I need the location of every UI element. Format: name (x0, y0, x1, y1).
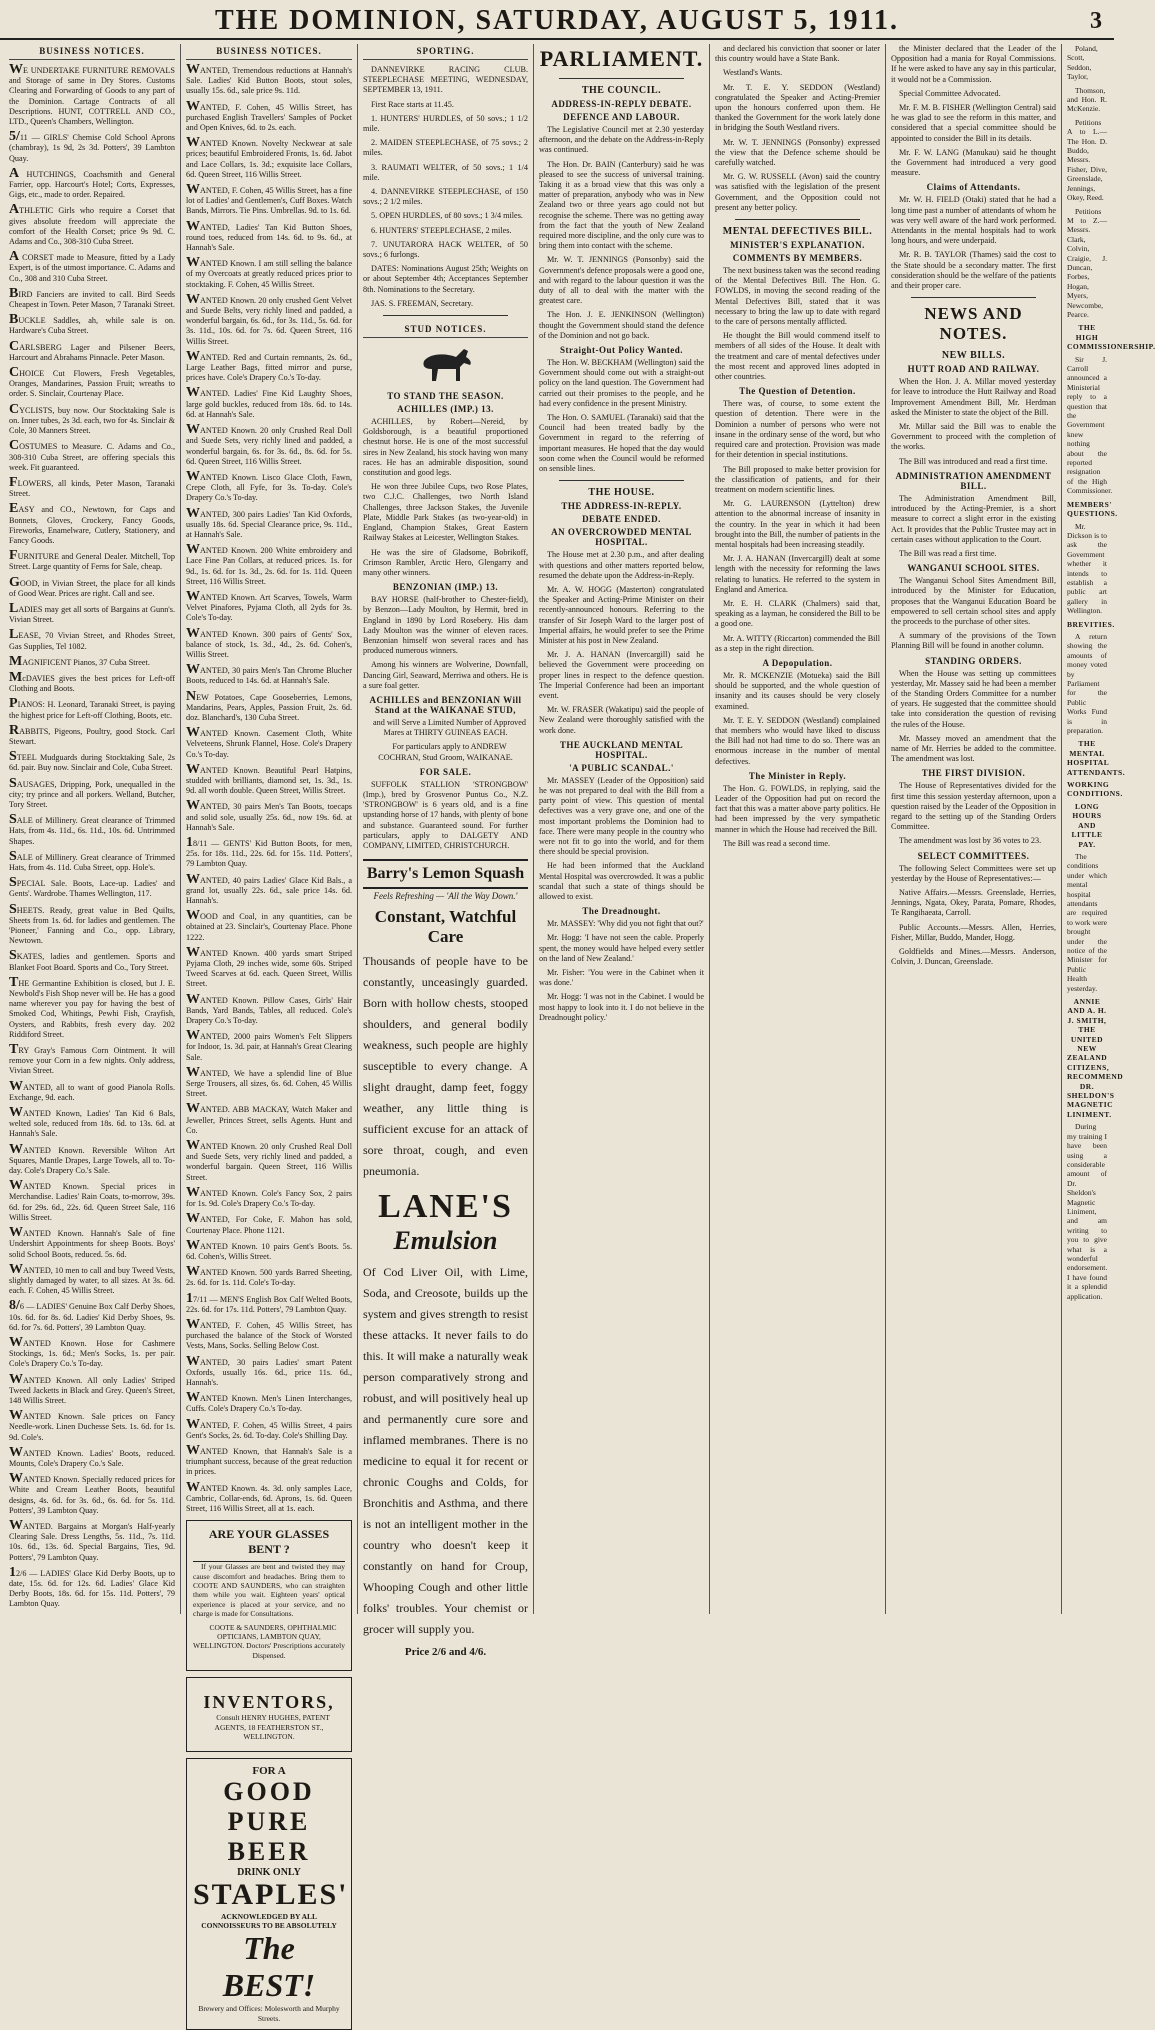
minister-reply-heading: The Minister in Reply. (748, 770, 847, 781)
attendants-heading: THE MENTAL HOSPITAL ATTENDANTS. (1067, 739, 1126, 777)
classified-ad: SPECIAL Sale. Boots, Lace-up. Ladies' and Gents'. Wardrobe. Thames Wellington, 117. (9, 875, 175, 899)
inventors-body: Consult HENRY HUGHES, PATENT AGENTS, 18 FEATHERSTON ST., WELLINGTON. (214, 1713, 330, 1742)
classified-ad: 12/6 — LADIES' Glace Kid Derby Boots, up to date, 15s. 6d. for 12s. 6d. Ladies' Glace Kid Derby Boots, 18s. 6d. for 15s. 11d. Potters', 79 Lambton Quay. (9, 1564, 175, 1609)
working-conditions-heading: WORKING CONDITIONS. (1067, 780, 1123, 799)
debate-ended-heading: DEBATE ENDED. (582, 514, 661, 525)
paragraph: The Hon. W. BECKHAM (Wellington) said the Government should come out with a straight-out policy on the land question. The Government had carried out their promises to the people, and he had every confidence in the present Ministry. (539, 358, 704, 408)
wanganui-body (891, 576, 1056, 651)
stud-horse-name: ACHILLES (IMP.) 13. (397, 404, 494, 415)
news-notes-headline: NEWS AND NOTES. (924, 304, 1023, 344)
classified-ad: WANTED. Ladies' Fine Kid Laughty Shoes, large gold buckles, reduced from 18s. 6d. to 14s. 6d. at Hannah's Sale. (186, 385, 352, 419)
depopulation-heading: A Depopulation. (762, 657, 833, 668)
select-committees-heading: SELECT COMMITTEES. (917, 850, 1030, 861)
classified-ad: WANTED, 30 pairs Men's Tan Boots, toecaps and solid sole, usually 25s. 6d., now 19s. 6d. at Hannah's Sale. (186, 798, 352, 832)
classified-ad: WANTED Known. Reversible Wilton Art Squares, Mantle Drapes, Large Towels, all to. To-day. Cole's Drapery Co.'s Sale. (9, 1141, 175, 1176)
stud-paragraph: He was the sire of Gladsome, Bobrikoff, Crimson Rambler, Arctic Hero, Glengarry and many other winners. (363, 547, 528, 577)
classified-ad: WE UNDERTAKE FURNITURE REMOVALS and Storage of same in Dry Stores. Customs Clearing and Forwarding of Goods to any part of the Dominion. Cartage Contracts of all Descriptions. HUNT, COTTRELL AND CO., LTD., Queen's Chambers, Wellington. (9, 62, 175, 127)
paragraph: Thomson, and Hon. R. McKenzie. (1067, 85, 1107, 114)
paragraph: Mr. MASSEY: 'Why did you not fight that out?' (547, 919, 704, 929)
dreadnought-heading: The Dreadnought. (582, 906, 661, 917)
benzonian-paragraph: BAY HORSE (half-brother to Chester-field), by Benzon—Lady Moulton, by Hermit, bred in England in 1890 by Lord Rosebery. His dam Lady Moulton was the winner of eleven races. Benzonian himself won several races and has produced numerous winners. (363, 595, 528, 656)
paragraph: The next business taken was the second reading of the Mental Defectives Bill. The Hon. G. FOWLDS, in moving the second reading of the Mental Defectives Bill, stated that it was necessary to bring the law up to date with regard to the care of persons mentally afflicted. (715, 266, 880, 327)
stud-terms: and will Serve a Limited Number of Approved Mares at THIRTY GUINEAS EACH. (372, 717, 527, 738)
stud-particulars: For particulars apply to ANDREW COCHRAN, Stud Groom, WAIKANAE. (378, 742, 513, 762)
depopulation-body (715, 671, 880, 767)
parliament-headline: PARLIAMENT. (539, 46, 704, 71)
paragraph: The Bill was introduced and read a first time. (899, 456, 1048, 466)
page-number: 3 (1090, 8, 1102, 34)
paragraph: Mr. E. H. CLARK (Chalmers) said that, speaking as a layman, he considered the Bill to be a good one. (715, 598, 880, 629)
mental-body (715, 266, 880, 382)
column-business-notices-1 (4, 44, 181, 1614)
first-division-heading: THE FIRST DIVISION. (921, 768, 1026, 779)
lemon-squash-ad: Barry's Lemon Squash (363, 859, 528, 889)
classified-ad: WANTED Known. Sale prices on Fancy Needle-work. Linen Duchesse Sets. 1s. 6d. for 1s. 9d. Cole's. (9, 1408, 175, 1442)
paragraph: Mr. A. WITTY (Riccarton) commended the Bill as a step in the right direction. (715, 633, 880, 653)
classified-ad: WANTED Known. I am still selling the balance of my Overcoats at greatly reduced prices prior to stocktaking. F. Cohen, 45 Willis Street. (186, 255, 352, 289)
classified-ad: BIRD Fanciers are invited to call. Bird Seeds Cheapest in Town. Peter Mason, 7 Taranaki Street. (9, 285, 175, 310)
classified-ad: WANTED, 30 pairs Ladies' smart Patent Oxfords, usually 16s. 6d., price 11s. 6d., Hannah's. (186, 1353, 352, 1387)
classified-ad: SALE of Millinery. Great clearance of Trimmed Hats, from 4s. 11d. Cuba Street, opp. Hole's. (9, 848, 175, 872)
staples-beer-ad (186, 1758, 352, 2030)
race-line: DATES: Nominations August 25th; Weights on or about September 4th; Acceptances September 8th. Nominations to the Secretary. (363, 264, 528, 294)
classified-ad: FLOWERS, all kinds, Peter Mason, Taranaki Street. (9, 474, 175, 499)
classified-ad: WANTED, We have a splendid line of Blue Serge Trousers, all sizes, 6s. 6d. Cohen, 45 Willis Street. (186, 1064, 352, 1099)
detention-body (715, 399, 880, 495)
paragraph: Mr. Hogg: 'I have not seen the cable. Properly spent, the money would have helped every settler on the land of New Zealand.' (539, 933, 704, 963)
defence-heading: DEFENCE AND LABOUR. (563, 112, 680, 122)
paragraph: The Bill was read a first time. (899, 548, 997, 558)
classified-ad: WANTED, 2000 pairs Women's Felt Slippers for Indoor, 1s. 3d. pair, at Hannah's Great Clearing Sale. (186, 1028, 352, 1062)
long-hours-heading: LONG HOURS AND LITTLE PAY. (1071, 801, 1103, 849)
classified-ad: PIANOS: H. Leonard, Taranaki Street, is paying the highest price for Left-off Clothing, Boots, etc. (9, 696, 175, 720)
staples-brand: STAPLES' (193, 1878, 349, 1912)
classified-ad: WANTED, For Coke, F. Mahon has sold, Courtenay Place. Phone 1121. (186, 1211, 352, 1235)
constant-care-headline: Constant, Watchful Care (374, 907, 517, 947)
paragraph: Mr. Hogg: 'I was not in the Cabinet. I would be most happy to look into it. I do not believe in the Dreadnought policy.' (539, 992, 704, 1022)
house-body (539, 550, 704, 735)
address-heading: ADDRESS-IN-REPLY DEBATE. (551, 99, 692, 109)
mental-defectives-heading: MENTAL DEFECTIVES BILL. (722, 226, 873, 238)
classified-ads (186, 62, 352, 1514)
column-sporting (358, 44, 534, 1659)
emulsion-brand: Emulsion (393, 1226, 498, 1256)
classified-ad: WANTED Known. 20 only Crushed Real Doll and Suede Sets, very richly lined and padded, a wonderful bargain, 6s. for 3s. 6d., 8s. 6d. for 5s. 6d. Queen Street, 116 Willis Street. (186, 422, 352, 466)
stud-body (363, 417, 528, 578)
paragraph: Mr. W. T. JENNINGS (Ponsonby) expressed the view that the Defence scheme should be carefully watched. (715, 137, 880, 168)
stand-at: ACHILLES and BENZONIAN Will Stand at the WAIKANAE STUD, (369, 694, 522, 715)
column-news-and-notes (886, 44, 1062, 1614)
paragraph: Mr. T. E. Y. SEDDON (Westland) congratulated the Speaker and Acting-Premier upon the honours conferred upon them. He thanked the Government for the work lately done in bridging the South Westland rivers. (715, 82, 880, 133)
lanes-brand: LANE'S (378, 1188, 513, 1226)
classified-ad: WANTED, F. Cohen, 45 Willis Street, has a fine lot of Ladies' and Gentlemen's, Cuff Boxes. Watch Bands, Mirrors. Tie Pins. Umbrellas. 9d. to 1s. 6d. (186, 182, 352, 216)
classified-ad: WANTED. Bargains at Morgan's Half-yearly Clearing Sale. Dress Lengths, 5s. 11d., 7s. 11d. 10s. 6d., 13s. 6d. Special Bargains, Ties, 9d. Potters', 79 Lambton Quay. (9, 1517, 175, 1562)
lanes-copy: Thousands of people have to be constantly, unceasingly guarded. Born with hollow chests, stooped shoulders, and general bodily weakness, such people are highly susceptible to every change. A slight draught, damp feet, foggy weather, any little thing is sufficient excuse for an attack of sore throat, cough, and even pneumonia. (363, 954, 528, 1179)
paragraph: A summary of the provisions of the Town Planning Bill will be found in another column. (891, 631, 1056, 651)
paragraph: Public Accounts.—Messrs. Allen, Herries, Fisher, Millar, Buddo, Mander, Hogg. (891, 922, 1056, 942)
column-partial (1062, 44, 1155, 1614)
paragraph: Native Affairs.—Messrs. Greenslade, Herries, Jennings, Ngata, Okey, Parata, Pomare, Rhodes, Te Rangihaeata, Carroll. (891, 887, 1056, 918)
classified-ad: WANTED Known. Hose for Cashmere Stockings, 1s. 6d.; Men's Socks, 1s. per pair. Cole's Drapery Co.'s To-day. (9, 1334, 175, 1369)
wanganui-heading: WANGANUI SCHOOL SITES. (907, 563, 1040, 574)
council-heading: THE COUNCIL. (581, 85, 662, 96)
classified-ad: RABBITS, Pigeons, Poultry, good Stock. Carl Stewart. (9, 722, 175, 746)
paragraph: The House met at 2.30 p.m., and after dealing with questions and other matters reported below, resumed the debate upon the Address-in-Reply. (539, 550, 704, 580)
members-questions-heading: MEMBERS' QUESTIONS. (1067, 499, 1118, 519)
members-questions-body: Mr. Dickson is to ask the Government whether it intends to establish a public art gallery in Wellington. (1067, 521, 1107, 616)
paragraph: Petitions A to L.—The Hon. D. Buddo, Messrs. Fisher, Dive, Greenslade, Jennings, Okey, Reed. (1067, 117, 1107, 203)
classified-ad: WANTED. ABB MACKAY, Watch Maker and Jeweller, Princes Street, sells Agents. Hunt and Co. (186, 1101, 352, 1135)
admin-body (891, 494, 1056, 559)
paragraph: Mr. J. A. HANAN (Invercargill) dealt at some length with the necessity for reforming the laws relating to lunatics. He referred to the system in England and America. (715, 554, 880, 594)
race-line: First Race starts at 11.45. (371, 99, 454, 109)
glasses-ad (186, 1520, 352, 1671)
paragraph: The Legislative Council met at 2.30 yesterday afternoon, and the debate on the Address-in-Reply was continued. (539, 125, 704, 155)
race-line: JAS. S. FREEMAN, Secretary. (371, 298, 474, 308)
classified-ad: WANTED Known. Novelty Neckwear at sale prices; beautiful Embroidered Fronts, 1s. 6d. Jabot and Lace Collars, 1s. 3d.; exquisite lace Collars, 6d. Queen Street, 116 Willis Street. (186, 135, 352, 179)
paragraph: Mr. W. H. FIELD (Otaki) stated that he had a long time past a number of attendants of whom he was very well aware of the hard work performed. Attendants in the mental hospitals had to work long hours, and were underpaid. (891, 195, 1056, 246)
benzonian-body (363, 595, 528, 691)
classified-ad: WANTED Known. 300 pairs of Gents' Sox, balance of stock, 1s. 3d., 4d., 2s. 6d. Cohen's, Willis Street. (186, 625, 352, 659)
column-parliament (534, 44, 710, 1614)
inventors-headline: INVENTORS, (203, 1692, 335, 1713)
column-parliament-continued (710, 44, 886, 1614)
paragraph: Mr. W. FRASER (Wakatipu) said the people of New Zealand were thoroughly satisfied with the work done. (539, 705, 704, 735)
paragraph: The House of Representatives divided for the first time this session yesterday afternoon, upon a question raised by the Leader of the Opposition in regard to the setting up of the Standing Orders Committee. (891, 781, 1056, 832)
standing-orders-heading: STANDING ORDERS. (925, 655, 1022, 666)
high-commissionership-body: Sir J. Carroll announced a Ministerial reply to a question that the Government knew nothing about the reported resignation of the High Commissioner. (1067, 354, 1113, 496)
classified-ad: WANTED Known. Ladies' Boots, reduced. Mounts, Cole's Drapery Co.'s Sale. (9, 1444, 175, 1468)
coote-saunders: COOTE & SAUNDERS, OPHTHALMIC OPTICIANS, LAMBTON QUAY, WELLINGTON. Doctors' Prescriptions accurately Dispensed. (193, 1622, 345, 1660)
paragraph: When the Hon. J. A. Millar moved yesterday for leave to introduce the Hutt Railway and Road Improvement Amendment Bill, Mr. Herdman asked the Minister to state the object of the Bill. (891, 377, 1056, 417)
classified-ad: WANTED Known. Casement Cloth, White Velveteens, Shrunk Flannel, Hose. Cole's Drapery Co.'s To-day. (186, 725, 352, 759)
classified-ad: BUCKLE Saddles, ah, while sale is on. Hardware's Cuba Street. (9, 312, 175, 336)
paragraph: Mr. F. M. B. FISHER (Wellington Central) said he was glad to see the reform in this matter, and considered that a special committee should be appointed to consider the Bill in its details. (891, 103, 1056, 143)
paragraph: Petitions M to Z.—Messrs. Clark, Colvin, Craigie, J. Duncan, Forbes, Hogan, Myers, Newcombe, Pearce. (1067, 206, 1107, 319)
paragraph: Mr. MASSEY (Leader of the Opposition) said he was not prepared to deal with the Bill from a party point of view. This question of mental defectives was a very grave one, and one of the most important problems the Dominion had to face. There were many people in the country who were not fit to go into the world, and for them there should be special provision. (539, 775, 704, 857)
classified-ad: WANTED Known. 20 only Crushed Real Doll and Suede Sets, very richly lined and padded, a wonderful bargain. Queen Street, 116 Willis Street. (186, 1138, 352, 1182)
members-body (715, 499, 880, 654)
for-sale-body: SUFFOLK STALLION 'STRONGBOW' (Imp.), bred by Grosvenor Puntus Co., N.Z. 'STRONGBOW' is 6 years old, and is a fine upstanding horse of 17 hands, with plenty of bone and substance. Guaranteed sound. For further particulars, apply to DALGETY AND COMPANY, LIMITED, CHRISTCHURCH. (363, 779, 528, 850)
drink-only: DRINK ONLY (237, 1867, 301, 1879)
paragraph: There was, of course, to some extent the question of detention. There were in the Dominion a number of persons who were not insane in the ordinary sense of the word, but who required care and protection. Provision was made for their detention in special institutions. (715, 399, 880, 460)
horse-icon (416, 343, 476, 387)
emulsion-price: Price 2/6 and 4/6. (404, 1646, 487, 1659)
paragraph: The Hon. G. FOWLDS, in replying, said the Leader of the Opposition had put on record the fact that this was a matter above party politics. He had been impressed by the very sympathetic manner in which the House had received the Bill. (715, 783, 880, 834)
the-best: The BEST! (222, 1930, 316, 2004)
house-heading: THE HOUSE. (588, 487, 655, 499)
classified-ad: WANTED Known. Lisco Glace Cloth, Fawn, Crepe Cloth, all Fyfe, for 3s. To-day. Cole's Drapery Co.'s To-day. (186, 468, 352, 503)
paragraph: Mr. G. LAURENSON (Lyttelton) drew attention to the abnormal increase of insanity in the country. In the year in which it had been brought into the Bill, the number of patients in the mental hospitals had been increasing steadily. (715, 499, 880, 549)
auckland-heading: THE AUCKLAND MENTAL HOSPITAL. (559, 739, 684, 760)
paragraph: Mr. J. A. HANAN (Invercargill) said he believed the Government were proceeding on proper lines in respect to the defence question. The Imperial Conference had been an important event. (539, 650, 704, 700)
paragraph: The Administration Amendment Bill, introduced by the Acting-Premier, is a short measure to correct a slight error in the existing Act. It provides that the Public Trustee may act in certain cases without application to the Court. (891, 493, 1056, 544)
good-pure-beer: GOOD PURE BEER (223, 1777, 315, 1867)
paragraph: The Hon. J. E. JENKINSON (Wellington) thought the Government should stand the defence of the Dominion and not go back. (539, 310, 704, 340)
classified-ad: CHOICE Cut Flowers, Fresh Vegetables, Oranges, Mandarines, Passion Fruit; wreaths to order. S. Sinclair, Courtenay Place. (9, 365, 175, 399)
paragraph: Mr. R. MCKENZIE (Motueka) said the Bill should be supported, and the whole question of insanity and its causes should be very closely examined. (715, 670, 880, 711)
column-heading: BUSINESS NOTICES. (186, 44, 352, 60)
classified-ad: WOOD and Coal, in any quantities, can be obtained at 23. Sinclair's, Courtenay Place. Phone 1222. (186, 908, 352, 942)
classified-ad: A CORSET made to Measure, fitted by a Lady Expert, is of the utmost importance. C. Adams and Co., 308 and 310 Cuba Street. (9, 249, 175, 283)
masthead (0, 4, 1114, 40)
special-committee-body (891, 44, 1056, 178)
classified-ad: WANTED, 40 pairs Ladies' Glace Kid Bals., a grand lot, usually 22s. 6d., sale price 14s. 6d. Hannah's. (186, 871, 352, 906)
classified-ad: 17/11 — MEN'S English Box Calf Welted Boots, 22s. 6d. for 17s. 11d. Potters', 79 Lambton Quay. (186, 1290, 352, 1314)
for-a: FOR A (252, 1765, 286, 1778)
high-commissionership-heading: THE HIGH COMMISSIONERSHIP. (1067, 323, 1155, 352)
new-bills-heading: NEW BILLS. (941, 350, 1006, 362)
hutt-heading: HUTT ROAD AND RAILWAY. (907, 364, 1040, 375)
paragraph: Mr. W. T. JENNINGS (Ponsonby) said the Government's defence proposals were a good one, and with regard to the labour question it was the duty of all to deal with the matter with the greatest care. (539, 255, 704, 306)
classified-ad: McDAVIES gives the best prices for Left-off Clothing and Boots. (9, 669, 175, 694)
committees-continued (1067, 44, 1107, 319)
stud-heading: STUD NOTICES. (363, 322, 528, 338)
classified-ad: WANTED, 30 pairs Men's Tan Chrome Blucher Boots, reduced to 14s. 6d. at Hannah's Sale. (186, 662, 352, 686)
paragraph: The Wanganui School Sites Amendment Bill, introduced by the Minister for Education, proposes that the Wanganui Education Board be empowered to sell certain school sites and apply the proceeds to the purchase of other sites. (891, 576, 1056, 626)
classified-ad: NEW Potatoes, Cape Gooseberries, Lemons, Mandarins, Pears, Apples, Passion Fruit, 2s. 6d. doz. Blanchard's, 130 Cuba Street. (186, 688, 352, 722)
admin-heading: ADMINISTRATION AMENDMENT BILL. (895, 470, 1052, 491)
claims-heading: Claims of Attendants. (926, 182, 1021, 193)
for-sale-heading: FOR SALE. (419, 766, 472, 777)
first-division-body (891, 781, 1056, 846)
classified-ad: THE Germantine Exhibition is closed, but J. E. Newbold's Fish Shop never will be. He has a good name wherever you pay for having the best of Smoked Cod, Whitings, Pewhi Fish, Crayfish, Oysters, and Rabbits, fresh every day. 202 Riddiford Street. (9, 974, 175, 1039)
column-heading: SPORTING. (363, 44, 528, 60)
classified-ad: WANTED Known. Cole's Fancy Sox, 2 pairs for 1s. 9d. Cole's Drapery Co.'s To-day. (186, 1184, 352, 1209)
race-line: 7. UNUTARORA HACK WELTER, of 50 sovs.; 6 furlongs. (363, 239, 528, 260)
classified-ad: WANTED Known. 200 White embroidery and Lace Fine Pan Collars, at reduced prices. 1s. for 9d., 1s. 6d. for 1s. 3d., 2s. 6d. for 1s. 11d. Queen Street, 116 Willis Street. (186, 542, 352, 586)
classified-ad: 8/6 — LADIES' Genuine Box Calf Derby Shoes, 10s. 6d. for 8s. 6d. Ladies' Kid Derby Shoes, 9s. 6d. for 7s. 6d. Potters', 39 Lambton Quay. (9, 1298, 175, 1332)
sheldon-heading: ANNIE AND A. H. J. SMITH, THE UNITED NEW ZEALAND CITIZENS, RECOMMEND DR. SHELDON'S MAGNETIC LINIMENT. (1067, 997, 1124, 1119)
classified-ad: WANTED, Tremendous reductions at Hannah's Sale. Ladies' Kid Button Boots, stout soles, usually 15s. 6d., sale price 9s. 11d. (186, 62, 352, 96)
race-line: 1. HUNTERS' HURDLES, of 50 sovs.; 1 1/2 mile. (363, 113, 528, 134)
paragraph: Mr. R. B. TAYLOR (Thames) said the cost to the State should be a secondary matter. The first consideration should be the welfare of the patients and their proper care. (891, 250, 1056, 291)
select-committees-body (891, 864, 1056, 968)
stud-paragraph: ACHILLES, by Robert—Nereid, by Goldsborough, is a beautiful proportioned chestnut horse. He is one of the most successful sires in New Zealand, his stock having won many races. He has an admirable disposition, sound constitution and good legs. (363, 417, 528, 478)
race-line: DANNEVIRKE RACING CLUB. STEEPLECHASE MEETING, WEDNESDAY, SEPTEMBER 13, 1911. (363, 65, 528, 95)
classified-ad: WANTED, F. Cohen, 45 Willis Street, 4 pairs Gent's Socks, 2s. 6d. To-day. Cole's Shilling Day. (186, 1416, 352, 1440)
classified-ad: WANTED Known. Men's Linen Interchanges, Cuffs. Cole's Drapery Co.'s To-day. (186, 1390, 352, 1414)
minister-reply-body (715, 784, 880, 849)
comments-heading: COMMENTS BY MEMBERS. (732, 253, 863, 264)
inventors-ad (186, 1677, 352, 1752)
classified-ad: WANTED Known. Art Scarves, Towels, Warm Velvet Pinafores, Pyjama Cloth, all 2yds for 3s. Cole's To-day. (186, 588, 352, 623)
paragraph: The amendment was lost by 36 votes to 23. (899, 836, 1042, 846)
paragraph: When the House was setting up committees yesterday, Mr. Massey said he had been a member of the Standing Orders Committee for a number of years. He suggested that the committee should take into consideration the question of revising the rules of the House. (891, 668, 1056, 729)
paragraph: He thought the Bill would commend itself to members of all sides of the House. It dealt with the treatment and care of mental defectives under the most recent and approved lines adopted in other countries. (715, 331, 880, 382)
classified-ad: WANTED Known. Special prices in Merchandise. Ladies' Rain Coats, to-morrow, 39s. 6d. for 29s. 6d., 22s. 6d. Queen Street Sale, 116 Willis Street. (9, 1178, 175, 1222)
classified-ad: WANTED, Ladies' Tan Kid Button Shoes, round toes, reduced from 14s. 6d. to 9s. 6d., at Hannah's Sale. (186, 218, 352, 253)
lemon-tagline: Feels Refreshing — 'All the Way Down.' (373, 891, 518, 902)
classified-ad: SKATES, ladies and gentlemen. Sports and Blanket Foot Board. Sports and Co., Tory Street. (9, 948, 175, 972)
classified-ad: FURNITURE and General Dealer. Mitchell, Top Street. Large quantity of Ferns for Sale, cheap. (9, 548, 175, 572)
paragraph: The following Select Committees were set up yesterday by the House of Representatives:— (891, 863, 1056, 883)
paragraph: Mr. Millar said the Bill was to enable the Government to proceed with the completion of the works. (891, 422, 1056, 452)
standing-body (891, 669, 1056, 765)
paragraph: Special Committee Advocated. (899, 88, 1001, 98)
paragraph: Mr. T. E. Y. SEDDON (Westland) complained that members who would have liked to discuss the Bill had not had time to do so. There was an enormous increase in the number of mental defectives. (715, 715, 880, 766)
classified-ad: CARLSBERG Lager and Pilsener Beers, Harcourt and Abrahams Pinnacle. Peter Mason. (9, 338, 175, 362)
paragraph: The Bill was read a second time. (723, 838, 831, 848)
benzonian-heading: BENZONIAN (IMP.) 13. (392, 582, 499, 593)
dreadnought-body (539, 919, 704, 1023)
claims-body (891, 195, 1056, 291)
acknowledged: ACKNOWLEDGED BY ALL CONNOISSEURS TO BE ABSOLUTELY (201, 1912, 337, 1931)
classified-ad: WANTED Known. Specially reduced prices for White and Cream Leather Boots, beautiful designs, 4s. 6d. for 3s. 6d., 6s. 6d. for 5s. 11d. Potters', 39 Lambton Quay. (9, 1471, 175, 1515)
paragraph: the Minister declared that the Leader of the Opposition had a mania for Royal Commissions. If he were asked to have any say in this particular, it would not be a Commission. (891, 44, 1056, 84)
race-line: 6. HUNTERS' STEEPLECHASE, 2 miles. (371, 225, 512, 235)
classified-ad: SAUSAGES, Dripping, Pork, unequalled in the city; try prince and all porkers. Welland, Butcher, Tory Street. (9, 775, 175, 809)
house-subheading: THE ADDRESS-IN-REPLY. (561, 501, 682, 512)
classified-ad: ATHLETIC Girls who require a Corset that gives absolute freedom will appreciate the comfort of the Health Corset; price 9s 9d. C. Adams and Co., 308-310 Cuba Street. (9, 202, 175, 247)
classified-ad: WANTED Known. All only Ladies' Striped Tweed Jacketts in Black and Grey. Queen's Street, 148 Willis Street. (9, 1371, 175, 1405)
brevities-heading: BREVITIES. (1067, 619, 1115, 629)
scandal-body (539, 776, 704, 902)
paragraph: He had been informed that the Auckland Mental Hospital was overcrowded. It was a public scandal that such a state of things should be allowed to exist. (539, 861, 704, 901)
attendants-body: The conditions under which mental hospital attendants are required to work were brought under the notice of the Minister for Public Health yesterday. (1067, 851, 1107, 993)
race-line: 4. DANNEVIRKE STEEPLECHASE, of 150 sovs.; 2 1/2 miles. (363, 187, 528, 207)
classified-ad: LADIES may get all sorts of Bargains at Gunn's. Vivian Street. (9, 600, 175, 625)
glasses-body: If your Glasses are bent and twisted they may cause discomfort and headaches. Bring them to COOTE AND SAUNDERS, who can straighten them while you wait. Eighteen years' optical experience is placed at your service, and no charge is made for Consultations. (193, 1562, 345, 1619)
paragraph: Mr. Fisher: 'You were in the Cabinet when it was done.' (539, 968, 704, 988)
classified-ad: WANTED, 300 pairs Ladies' Tan Kid Oxfords, usually 18s. 6d. Special Clearance price, 9s. 11d., at Hannah's Sale. (186, 505, 352, 539)
stud-paragraph: He won three Jubilee Cups, two Rose Plates, two C.J.C. Challenges, two North Island Challenges, three Jackson Stakes, the Juvenile Plate, Middle Park Stakes (as two-year-old) in England, Champion Stakes, Great Eastern Railway Stakes at Leicester, Wellington Stakes. (363, 482, 528, 543)
classified-ad: WANTED Known, Ladies' Tan Kid 6 Bals, welted sole, reduced from 18s. 6d. to 13s. 6d. at Hannah's Sale. (9, 1105, 175, 1139)
classified-ad: WANTED Known. Beautiful Pearl Hatpins, studded with brilliants, diamond set, 1s. 3d., 1s. 9d. all worth double. Queen Street, Willis Street. (186, 761, 352, 796)
classified-ad: WANTED Known. 20 only crushed Gent Velvet and Suede Belts, very richly lined and padded, a wonderful bargain, 6s. 6d., for 3s. 11d., 5s. 6d. for 3s. 11d., 10s. 6d. for 7s. 6d. Queen Street, 116 Willis Street. (186, 291, 352, 346)
classified-ad: WANTED. Red and Curtain remnants, 2s. 6d., Large Leather Bags, fitted mirror and purse, prices have. Cole's Drapery Co.'s To-day. (186, 348, 352, 383)
classified-ad: WANTED Known. Pillow Cases, Girls' Hair Bands, Yard Bands, Tables, all reduced. Cole's Drapery Co.'s To-day. (186, 991, 352, 1026)
classified-ads (9, 62, 175, 1610)
classified-ad: WANTED, F. Cohen, 45 Willis Street, has purchased the balance of the Stock of Worsted Vests, Mans, Socks. Selling Below Cost. (186, 1316, 352, 1351)
classified-ad: LEASE, 70 Vivian Street, and Rhodes Street, Gas Supplies, Tel 1082. (9, 627, 175, 651)
classified-ad: CYCLISTS, buy now. Our Stocktaking Sale is on. Inner tubes, 2s 3d. each, two for 4s. Sinclair & Cole, 30 Manners Street. (9, 401, 175, 436)
stud-title: TO STAND THE SEASON. (387, 391, 504, 402)
classified-ad: WANTED Known. 4s. 3d. only samples Lace, Cambric, Collar-ends, 6d. Aprons, 1s. 6d. Queen Street, 116 Willis Street, all at 1s. each. (186, 1479, 352, 1513)
council-body (539, 125, 704, 341)
classified-ad: WANTED Known. 10 pairs Gent's Boots. 5s. 6d. Cohen's, Willis Street. (186, 1237, 352, 1261)
paragraph: The Hon. Dr. BAIN (Canterbury) said he was pleased to see the success of universal training. Taking it as a broad view that this was only a matter of preparation, anybody who was in New Zealand two or three years ago could not but recognise the scheme. There was no getting away from the fact that the youth of New Zealand required more discipline, and the only cure was to bring them into contact with the scheme. (539, 159, 704, 251)
race-line: 2. MAIDEN STEEPLECHASE, of 75 sovs.; 2 miles. (363, 138, 528, 158)
paragraph: Poland, Scott, Seddon, Taylor, (1067, 44, 1098, 82)
classified-ad: WANTED Known. Hannah's Sale of fine Undershirt Appointments for sheep Boots. Boys' solid School Boots, reduced. 5s. 6d. (9, 1225, 175, 1259)
straight-out-body (539, 358, 704, 474)
classified-ad: WANTED, all to want of good Pianola Rolls. Exchange, 9d. each. (9, 1078, 175, 1102)
paragraph: Westland's Wants. (723, 68, 783, 78)
race-line: 5. OPEN HURDLES, of 80 sovs.; 1 3/4 miles. (371, 211, 523, 221)
masthead-title: THE DOMINION, SATURDAY, AUGUST 5, 1911. (214, 5, 900, 36)
classified-ad: 18/11 — GENTS' Kid Button Boots, for men, 25s. for 18s. 11d., 22s. 6d. for 15s. 11d. Potters', 79 Lambton Quay. (186, 835, 352, 869)
classified-ad: WANTED, F. Cohen, 45 Willis Street, has purchased English Travellers' Samples of Pocket and Open Knives, 6d. to 2s. each. (186, 98, 352, 133)
paragraph: and declared his conviction that sooner or later this country would have a State Bank. (715, 44, 880, 64)
brevities-body: A return showing the amounts of money voted by Parliament for the Public Works Fund is in preparation. (1067, 631, 1107, 736)
sheldon-body: During my training I have been using a considerable amount of Dr. Sheldon's Magnetic Liniment, and am writing to you to give what is a wonderful endorsement. I have found it a splendid application. (1067, 1122, 1108, 1301)
classified-ad: A HUTCHINGS, Coachsmith and General Farrier, opp. Harcourt's Hotel; Corts, Expresses, Gigs, etc., made to order. Repaired. (9, 165, 175, 200)
classified-ad: WANTED, 10 men to call and buy Tweed Vests, slightly damaged by water, to all sizes. At 3s. 6d. each. F. Cohen, 45 Willis Street. (9, 1261, 175, 1296)
brewery-address: Brewery and Offices: Molesworth and Murphy Streets. (198, 2004, 340, 2023)
hutt-body (891, 377, 1056, 467)
benzonian-paragraph: Among his winners are Wolverine, Downfall, Dancing Girl, Seaward, Merriwa and others. He is a sure foal getter. (363, 660, 528, 690)
classified-ad: SHEETS. Ready, great value in Bed Quilts, Sheets from 1s. 6d. for ladies and gentlemen. The 'Pioneer,' Fanning and Co., opp. Library, Newtown. (9, 901, 175, 946)
paragraph: Mr. Massey moved an amendment that the name of Mr. Herries be added to the committee. The amendment was lost. (891, 733, 1056, 764)
classified-ad: WANTED Known. 400 yards smart Striped Pyjama Cloth, 29 inches wide, some 60s. Striped Tweed Scarves at 6d. each. Queen Street, Willis Street. (186, 944, 352, 989)
paragraph: The Bill proposed to make better provision for the classification of patients, and for their treatment on modern scientific lines. (715, 464, 880, 494)
column-business-notices-2 (181, 44, 358, 2023)
classified-ad: SALE of Millinery. Great clearance of Trimmed Hats, from 4s. 11d., 6s. 11d., 10s. 6d. Untrimmed Shapes. (9, 812, 175, 846)
detention-heading: The Question of Detention. (739, 386, 856, 397)
classified-ad: 5/11 — GIRLS' Chemise Cold School Aprons (chambray), 1s 9d, 2s 3d. Potters', 39 Lambton Quay. (9, 129, 175, 163)
emulsion-copy: Of Cod Liver Oil, with Lime, Soda, and Creosote, builds up the system and gives strength to resist these attacks. It never fails to do this. It will make a naturally weak person comparatively strong and robust, and will positively heal up and permanently cure sore and inflamed membranes. There is no medicine to equal it for recent or chronic Coughs and Colds, for Bronchitis and Asthma, and there is not an intelligent mother in the country who doesn't keep it constantly on hand for Croup, Whooping Cough and other little folks' troubles. Your chemist or grocer will supply you. (363, 1265, 528, 1637)
classified-ad: STEEL Mudguards during Stocktaking Sale, 2s 6d. pair. Buy now. Sinclair and Cole, Cuba Street. (9, 749, 175, 773)
classified-ad: EASY and CO., Newtown, for Caps and Bonnets, Gloves, Crockery, Fancy Goods, Fireworks, Enamelware, Cutlery, Stationery, and Fancy Goods. (9, 501, 175, 545)
classified-ad: MAGNIFICENT Pianos, 37 Cuba Street. (9, 653, 150, 669)
classified-ad: GOOD, in Vivian Street, the place for all kinds of Good Wear. Prices are right. Call and see. (9, 574, 175, 598)
race-meeting-notice (363, 65, 528, 309)
paragraph: Mr. F. W. LANG (Manukau) said he thought the Government had introduced a very good measure. (891, 147, 1056, 178)
minister-explanation-heading: MINISTER'S EXPLANATION. (730, 240, 865, 251)
classified-ad: COSTUMES to Measure. C. Adams and Co., 308-310 Cuba Street, are offering specials this week. Fit guaranteed. (9, 438, 175, 472)
column-heading: BUSINESS NOTICES. (9, 44, 175, 60)
classified-ad: TRY Gray's Famous Corn Ointment. It will remove your Corn in a few nights. Only address, Vivian Street. (9, 1042, 175, 1076)
paragraph: Mr. G. W. RUSSELL (Avon) said the country was satisfied with the legislation of the present Government, and the Opposition could not present any better policy. (715, 172, 880, 212)
race-line: 3. RAUMATI WELTER, of 50 sovs.; 1 1/4 mile. (363, 162, 528, 182)
classified-ad: WANTED Known. 500 yards Barred Sheeting, 2s. 6d. for 1s. 11d. Cole's To-day. (186, 1264, 352, 1288)
public-scandal-heading: 'A PUBLIC SCANDAL.' (569, 762, 674, 773)
classified-ad: WANTED Known, that Hannah's Sale is a triumphant success, because of the great reduction in prices. (186, 1442, 352, 1477)
overcrowded-heading: AN OVERCROWDED MENTAL HOSPITAL. (551, 527, 692, 548)
glasses-headline: ARE YOUR GLASSES BENT ? (193, 1527, 345, 1562)
straight-out-heading: Straight-Out Policy Wanted. (559, 345, 684, 356)
paragraph: Goldfields and Mines.—Messrs. Anderson, Colvin, J. Duncan, Greenslade. (891, 947, 1056, 967)
paragraph: The Hon. O. SAMUEL (Taranaki) said that the Council had been treated badly by the Government in regard to the referring of important measures. He hoped that the day would soon come when the Council would be reformed on sensible lines. (539, 413, 704, 474)
westland-body (715, 44, 880, 213)
paragraph: Mr. A. W. HOGG (Masterton) congratulated the Speaker and Acting-Prime Minister on their recently-announced honours. Referring to the transfer of Sir Joseph Ward to the larger post of Imperial affairs, he would prefer to see the Prime Minister at his post in New Zealand. (539, 584, 704, 645)
